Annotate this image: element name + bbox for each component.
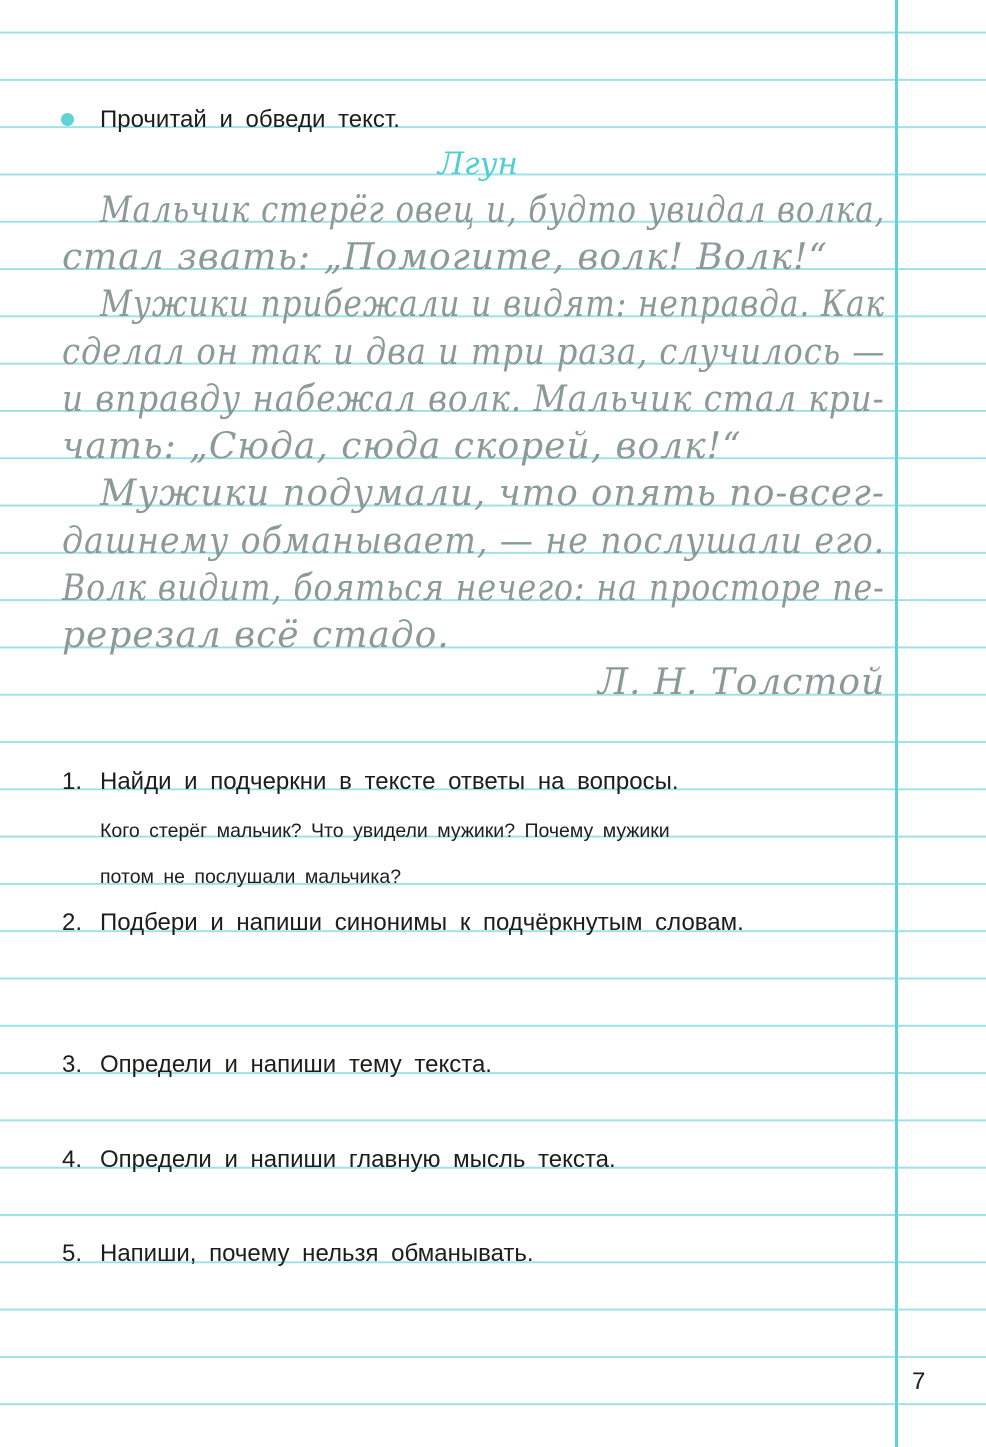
task-number: 1. [62,768,83,795]
task-text: Найди и подчеркни в тексте ответы на вопросы. [100,768,679,795]
bullet-icon [61,113,74,126]
task-text: Определи и напиши главную мысль текста. [100,1146,616,1173]
task-text: Определи и напиши тему текста. [100,1051,492,1078]
task-number: 5. [62,1240,83,1267]
task-subtext: Кого стерёг мальчик? Что увидели мужики? Почему мужики [100,820,670,842]
task-number: 4. [62,1146,83,1173]
story-title: Лгун [438,146,518,182]
margin-line [895,0,898,1447]
story-line: сделал он так и два и три раза, случилось — [62,332,886,373]
story-line: дашнему обманывает, — не послушали его. [62,521,886,562]
story-author: Л. Н. Толстой [598,662,886,703]
story-line: Волк видит, бояться нечего: на просторе пе- [62,568,885,609]
task-text: Подбери и напиши синонимы к подчёркнутым словам. [100,909,744,936]
task-subtext: потом не послушали мальчика? [100,866,402,888]
story-line: чать: „Сюда, сюда скорей, волк!“ [62,426,742,467]
task-number: 2. [62,909,83,936]
story-line: Мужики подумали, что опять по-всег- [100,473,885,514]
story-line: ререзал всё стадо. [62,615,450,656]
task-text: Напиши, почему нельзя обманывать. [100,1240,534,1267]
page-number: 7 [912,1368,926,1395]
story-line: стал звать: „Помогите, волк! Волк!“ [62,237,828,278]
instruction-text: Прочитай и обведи текст. [100,106,400,133]
story-line: и вправду набежал волк. Мальчик стал кри- [62,379,885,420]
task-number: 3. [62,1051,83,1078]
story-line: Мальчик стерёг овец и, будто увидал волка, [100,190,886,231]
story-line: Мужики прибежали и видят: неправда. Как [100,284,886,325]
